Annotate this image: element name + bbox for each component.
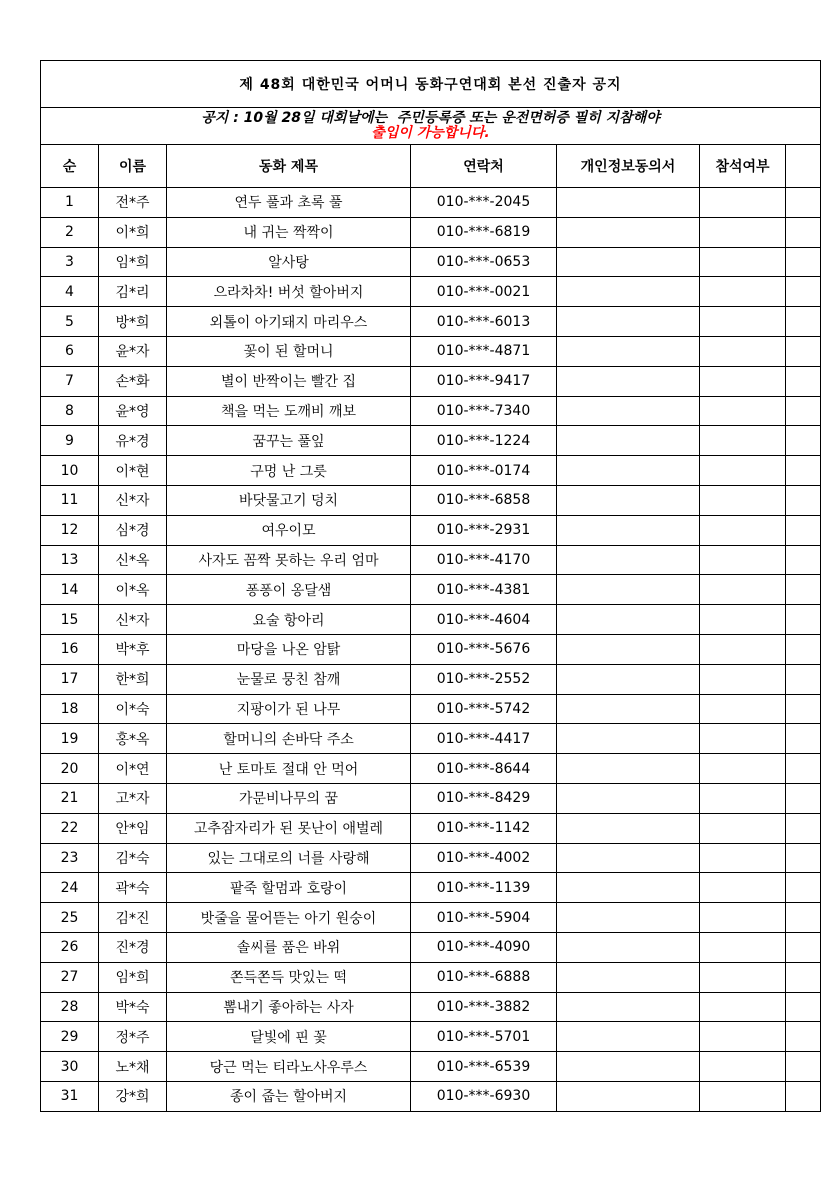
row-name: 김*진 <box>99 903 167 933</box>
row-phone: 010-***-4604 <box>411 605 557 635</box>
row-name: 노*채 <box>99 1052 167 1082</box>
table-row <box>41 664 821 694</box>
row-phone: 010-***-1142 <box>411 813 557 843</box>
table-row <box>41 1022 821 1052</box>
row-extra <box>786 456 821 486</box>
row-phone: 010-***-3882 <box>411 992 557 1022</box>
row-extra <box>786 1052 821 1082</box>
row-num: 16 <box>41 634 99 664</box>
row-num: 25 <box>41 903 99 933</box>
row-attendance <box>700 664 786 694</box>
row-extra <box>786 396 821 426</box>
row-extra <box>786 605 821 635</box>
row-name: 진*경 <box>99 932 167 962</box>
row-story-title: 고추잠자리가 된 못난이 애벌레 <box>167 813 411 843</box>
row-name: 강*희 <box>99 1081 167 1111</box>
row-attendance <box>700 307 786 337</box>
row-num: 14 <box>41 575 99 605</box>
row-attendance <box>700 694 786 724</box>
row-story-title: 뽐내기 좋아하는 사자 <box>167 992 411 1022</box>
row-name: 심*경 <box>99 515 167 545</box>
row-name: 이*현 <box>99 456 167 486</box>
table-row <box>41 456 821 486</box>
notice-line-1: 공지 : 10월 28일 대회날에는 주민등록증 또는 운전면허증 필히 지참해야 <box>201 110 660 126</box>
row-phone: 010-***-4170 <box>411 545 557 575</box>
table-row <box>41 396 821 426</box>
row-num: 8 <box>41 396 99 426</box>
row-extra <box>786 545 821 575</box>
table-row <box>41 962 821 992</box>
notice-banner <box>41 108 821 145</box>
row-privacy-consent <box>557 307 700 337</box>
row-extra <box>786 634 821 664</box>
row-story-title: 마당을 나온 암탉 <box>167 634 411 664</box>
row-num: 29 <box>41 1022 99 1052</box>
table-row <box>41 426 821 456</box>
row-story-title: 알사탕 <box>167 247 411 277</box>
row-name: 신*자 <box>99 605 167 635</box>
table-row <box>41 903 821 933</box>
table-row <box>41 992 821 1022</box>
row-name: 손*화 <box>99 366 167 396</box>
row-extra <box>786 813 821 843</box>
row-privacy-consent <box>557 575 700 605</box>
row-extra <box>786 932 821 962</box>
row-name: 전*주 <box>99 188 167 218</box>
row-num: 21 <box>41 783 99 813</box>
table-row <box>41 843 821 873</box>
row-attendance <box>700 843 786 873</box>
row-attendance <box>700 932 786 962</box>
row-phone: 010-***-6539 <box>411 1052 557 1082</box>
table-row <box>41 575 821 605</box>
row-story-title: 할머니의 손바닥 주소 <box>167 724 411 754</box>
row-story-title: 쫀득쫀득 맛있는 떡 <box>167 962 411 992</box>
table-row <box>41 277 821 307</box>
row-num: 20 <box>41 754 99 784</box>
row-privacy-consent <box>557 1081 700 1111</box>
row-attendance <box>700 873 786 903</box>
row-num: 30 <box>41 1052 99 1082</box>
row-privacy-consent <box>557 605 700 635</box>
row-story-title: 종이 줍는 할아버지 <box>167 1081 411 1111</box>
table-body <box>41 188 821 1112</box>
notice-line-2: 출입이 가능합니다. <box>371 125 490 141</box>
row-extra <box>786 843 821 873</box>
row-name: 윤*영 <box>99 396 167 426</box>
row-num: 24 <box>41 873 99 903</box>
row-name: 신*자 <box>99 485 167 515</box>
row-privacy-consent <box>557 634 700 664</box>
row-name: 방*희 <box>99 307 167 337</box>
row-extra <box>786 336 821 366</box>
header-attendance: 참석여부 <box>700 145 786 188</box>
table-row <box>41 188 821 218</box>
row-name: 윤*자 <box>99 336 167 366</box>
row-name: 임*희 <box>99 247 167 277</box>
row-num: 31 <box>41 1081 99 1111</box>
row-story-title: 꿈꾸는 풀잎 <box>167 426 411 456</box>
row-name: 이*연 <box>99 754 167 784</box>
row-name: 임*희 <box>99 962 167 992</box>
table-row <box>41 783 821 813</box>
row-phone: 010-***-2931 <box>411 515 557 545</box>
table-row <box>41 366 821 396</box>
row-extra <box>786 515 821 545</box>
row-phone: 010-***-0021 <box>411 277 557 307</box>
row-num: 19 <box>41 724 99 754</box>
row-phone: 010-***-4381 <box>411 575 557 605</box>
table-row <box>41 754 821 784</box>
row-attendance <box>700 1052 786 1082</box>
column-header-row <box>41 145 821 188</box>
row-num: 2 <box>41 217 99 247</box>
row-phone: 010-***-0174 <box>411 456 557 486</box>
row-story-title: 여우이모 <box>167 515 411 545</box>
row-privacy-consent <box>557 843 700 873</box>
row-num: 17 <box>41 664 99 694</box>
row-extra <box>786 754 821 784</box>
row-attendance <box>700 217 786 247</box>
table-row <box>41 873 821 903</box>
header-story-title: 동화 제목 <box>167 145 411 188</box>
row-extra <box>786 575 821 605</box>
row-name: 한*희 <box>99 664 167 694</box>
row-story-title: 있는 그대로의 너를 사랑해 <box>167 843 411 873</box>
row-extra <box>786 485 821 515</box>
row-privacy-consent <box>557 545 700 575</box>
row-privacy-consent <box>557 217 700 247</box>
row-attendance <box>700 426 786 456</box>
table-row <box>41 307 821 337</box>
row-attendance <box>700 336 786 366</box>
table-row <box>41 813 821 843</box>
row-attendance <box>700 754 786 784</box>
header-name: 이름 <box>99 145 167 188</box>
row-story-title: 당근 먹는 티라노사우루스 <box>167 1052 411 1082</box>
row-privacy-consent <box>557 336 700 366</box>
row-story-title: 책을 먹는 도깨비 깨보 <box>167 396 411 426</box>
row-privacy-consent <box>557 1052 700 1082</box>
row-phone: 010-***-1224 <box>411 426 557 456</box>
row-phone: 010-***-6930 <box>411 1081 557 1111</box>
row-phone: 010-***-8429 <box>411 783 557 813</box>
table-row <box>41 1081 821 1111</box>
row-attendance <box>700 277 786 307</box>
participant-table <box>40 60 821 1112</box>
header-contact: 연락처 <box>411 145 557 188</box>
table-row <box>41 634 821 664</box>
row-privacy-consent <box>557 992 700 1022</box>
table-row <box>41 605 821 635</box>
row-privacy-consent <box>557 1022 700 1052</box>
row-phone: 010-***-1139 <box>411 873 557 903</box>
row-attendance <box>700 545 786 575</box>
row-phone: 010-***-9417 <box>411 366 557 396</box>
row-phone: 010-***-6013 <box>411 307 557 337</box>
row-story-title: 으라차차! 버섯 할아버지 <box>167 277 411 307</box>
row-num: 12 <box>41 515 99 545</box>
row-num: 22 <box>41 813 99 843</box>
row-extra <box>786 1081 821 1111</box>
table-row <box>41 485 821 515</box>
row-privacy-consent <box>557 485 700 515</box>
row-attendance <box>700 1081 786 1111</box>
row-privacy-consent <box>557 873 700 903</box>
row-name: 이*숙 <box>99 694 167 724</box>
row-story-title: 달빛에 핀 꽃 <box>167 1022 411 1052</box>
row-extra <box>786 1022 821 1052</box>
row-phone: 010-***-4417 <box>411 724 557 754</box>
row-story-title: 솔씨를 품은 바위 <box>167 932 411 962</box>
row-privacy-consent <box>557 783 700 813</box>
row-attendance <box>700 634 786 664</box>
row-extra <box>786 426 821 456</box>
table-row <box>41 1052 821 1082</box>
row-story-title: 사자도 꼼짝 못하는 우리 엄마 <box>167 545 411 575</box>
row-name: 이*희 <box>99 217 167 247</box>
row-attendance <box>700 605 786 635</box>
row-extra <box>786 783 821 813</box>
row-num: 13 <box>41 545 99 575</box>
row-attendance <box>700 396 786 426</box>
row-story-title: 연두 풀과 초록 풀 <box>167 188 411 218</box>
row-privacy-consent <box>557 366 700 396</box>
row-phone: 010-***-8644 <box>411 754 557 784</box>
row-privacy-consent <box>557 754 700 784</box>
row-phone: 010-***-2552 <box>411 664 557 694</box>
row-attendance <box>700 992 786 1022</box>
row-extra <box>786 903 821 933</box>
row-extra <box>786 188 821 218</box>
row-num: 3 <box>41 247 99 277</box>
row-name: 신*옥 <box>99 545 167 575</box>
row-story-title: 구멍 난 그릇 <box>167 456 411 486</box>
row-num: 5 <box>41 307 99 337</box>
row-phone: 010-***-6888 <box>411 962 557 992</box>
row-story-title: 꽃이 된 할머니 <box>167 336 411 366</box>
table-row <box>41 545 821 575</box>
row-privacy-consent <box>557 188 700 218</box>
row-privacy-consent <box>557 664 700 694</box>
row-name: 이*옥 <box>99 575 167 605</box>
row-attendance <box>700 247 786 277</box>
row-attendance <box>700 783 786 813</box>
row-attendance <box>700 188 786 218</box>
row-privacy-consent <box>557 396 700 426</box>
row-privacy-consent <box>557 694 700 724</box>
table-row <box>41 336 821 366</box>
row-extra <box>786 992 821 1022</box>
row-privacy-consent <box>557 456 700 486</box>
row-attendance <box>700 813 786 843</box>
row-story-title: 외톨이 아기돼지 마리우스 <box>167 307 411 337</box>
row-attendance <box>700 366 786 396</box>
row-attendance <box>700 515 786 545</box>
row-phone: 010-***-6819 <box>411 217 557 247</box>
row-num: 9 <box>41 426 99 456</box>
row-num: 6 <box>41 336 99 366</box>
row-story-title: 별이 반짝이는 빨간 집 <box>167 366 411 396</box>
row-num: 10 <box>41 456 99 486</box>
table-row <box>41 932 821 962</box>
row-num: 26 <box>41 932 99 962</box>
row-attendance <box>700 903 786 933</box>
row-privacy-consent <box>557 247 700 277</box>
row-privacy-consent <box>557 813 700 843</box>
row-extra <box>786 277 821 307</box>
row-num: 7 <box>41 366 99 396</box>
row-story-title: 가문비나무의 꿈 <box>167 783 411 813</box>
row-phone: 010-***-0653 <box>411 247 557 277</box>
row-attendance <box>700 456 786 486</box>
row-attendance <box>700 575 786 605</box>
row-num: 23 <box>41 843 99 873</box>
row-story-title: 팥죽 할멈과 호랑이 <box>167 873 411 903</box>
row-num: 28 <box>41 992 99 1022</box>
row-privacy-consent <box>557 515 700 545</box>
row-phone: 010-***-7340 <box>411 396 557 426</box>
row-num: 11 <box>41 485 99 515</box>
table-row <box>41 217 821 247</box>
row-privacy-consent <box>557 903 700 933</box>
row-story-title: 퐁퐁이 옹달샘 <box>167 575 411 605</box>
table-row <box>41 515 821 545</box>
row-privacy-consent <box>557 277 700 307</box>
row-name: 유*경 <box>99 426 167 456</box>
row-attendance <box>700 724 786 754</box>
table-row <box>41 247 821 277</box>
row-extra <box>786 962 821 992</box>
row-extra <box>786 694 821 724</box>
row-story-title: 난 토마토 절대 안 먹어 <box>167 754 411 784</box>
row-name: 박*숙 <box>99 992 167 1022</box>
row-phone: 010-***-5742 <box>411 694 557 724</box>
header-privacy-consent: 개인정보동의서 <box>557 145 700 188</box>
row-extra <box>786 307 821 337</box>
row-name: 곽*숙 <box>99 873 167 903</box>
row-name: 고*자 <box>99 783 167 813</box>
row-phone: 010-***-2045 <box>411 188 557 218</box>
row-name: 정*주 <box>99 1022 167 1052</box>
row-story-title: 요술 항아리 <box>167 605 411 635</box>
row-num: 15 <box>41 605 99 635</box>
row-phone: 010-***-4871 <box>411 336 557 366</box>
header-num: 순 <box>41 145 99 188</box>
row-story-title: 지팡이가 된 나무 <box>167 694 411 724</box>
table-row <box>41 694 821 724</box>
row-name: 안*임 <box>99 813 167 843</box>
table-row <box>41 724 821 754</box>
row-attendance <box>700 485 786 515</box>
row-extra <box>786 247 821 277</box>
row-phone: 010-***-5701 <box>411 1022 557 1052</box>
row-extra <box>786 724 821 754</box>
row-extra <box>786 366 821 396</box>
row-attendance <box>700 1022 786 1052</box>
row-story-title: 바닷물고기 덩치 <box>167 485 411 515</box>
row-num: 18 <box>41 694 99 724</box>
row-phone: 010-***-5676 <box>411 634 557 664</box>
row-num: 1 <box>41 188 99 218</box>
row-name: 박*후 <box>99 634 167 664</box>
row-name: 김*리 <box>99 277 167 307</box>
row-num: 27 <box>41 962 99 992</box>
row-phone: 010-***-6858 <box>411 485 557 515</box>
row-phone: 010-***-5904 <box>411 903 557 933</box>
row-extra <box>786 664 821 694</box>
row-story-title: 내 귀는 짝짝이 <box>167 217 411 247</box>
row-privacy-consent <box>557 962 700 992</box>
row-phone: 010-***-4002 <box>411 843 557 873</box>
row-extra <box>786 217 821 247</box>
header-extra <box>786 145 821 188</box>
row-story-title: 밧줄을 물어뜯는 아기 원숭이 <box>167 903 411 933</box>
row-attendance <box>700 962 786 992</box>
row-num: 4 <box>41 277 99 307</box>
row-privacy-consent <box>557 426 700 456</box>
row-privacy-consent <box>557 932 700 962</box>
row-extra <box>786 873 821 903</box>
row-name: 김*숙 <box>99 843 167 873</box>
row-privacy-consent <box>557 724 700 754</box>
row-phone: 010-***-4090 <box>411 932 557 962</box>
row-name: 홍*옥 <box>99 724 167 754</box>
row-story-title: 눈물로 뭉친 참깨 <box>167 664 411 694</box>
page-title: 제 48회 대한민국 어머니 동화구연대회 본선 진출자 공지 <box>41 61 821 108</box>
